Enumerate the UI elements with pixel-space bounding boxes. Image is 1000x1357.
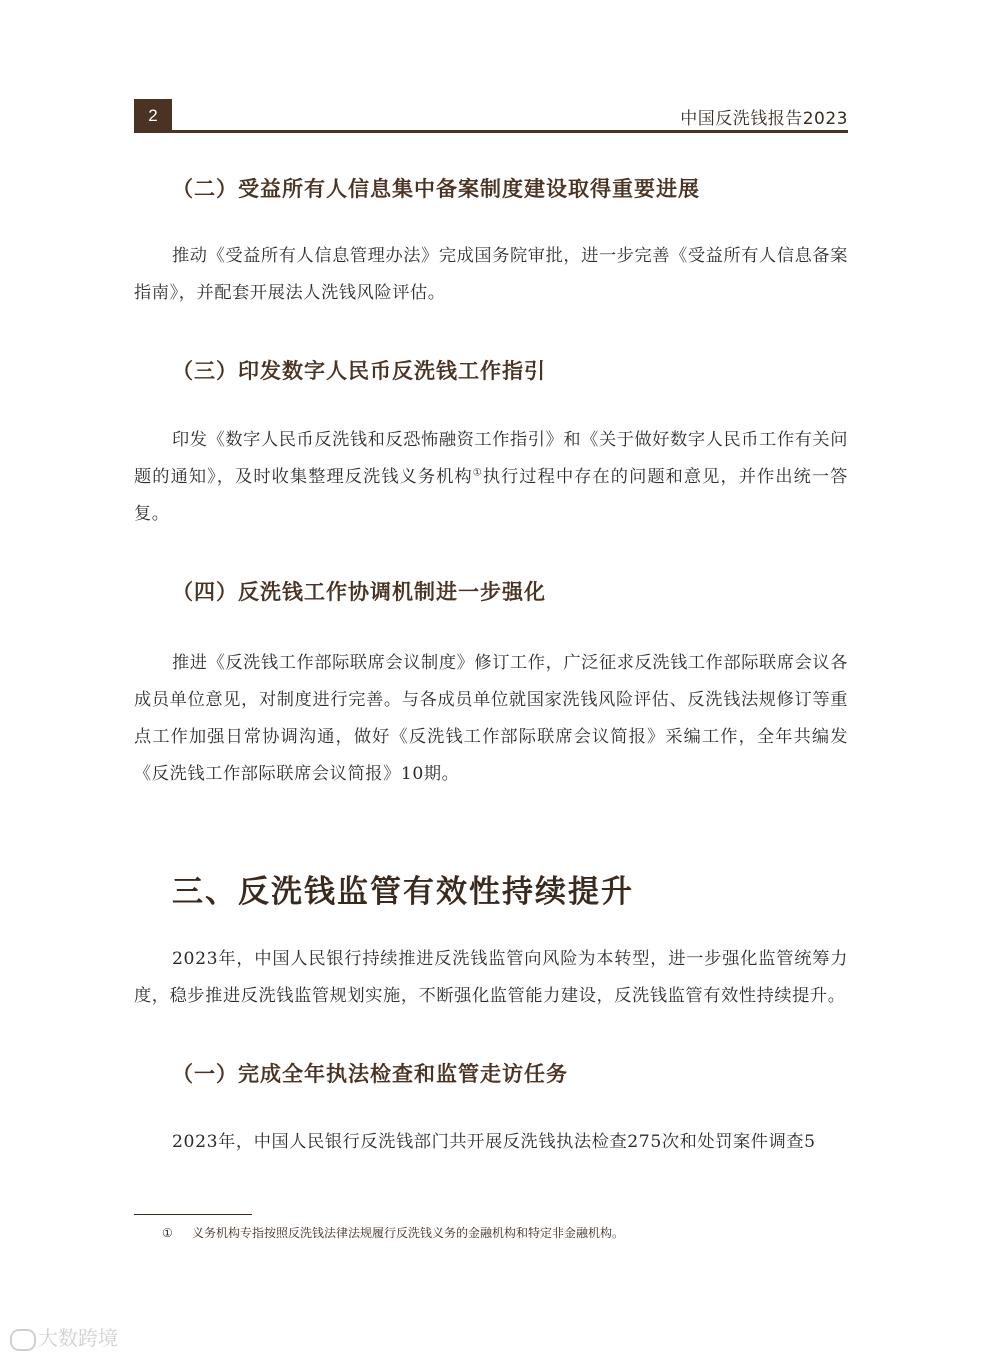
subsection-3-paragraph: 印发《数字人民币反洗钱和反恐怖融资工作指引》和《关于做好数字人民币工作有关问题的通知》，及时收集整理反洗钱义务机构①执行过程中存在的问题和意见，并作出统一答复。 — [134, 430, 848, 524]
subsection-2-heading: （二）受益所有人信息集中备案制度建设取得重要进展 — [172, 177, 700, 201]
running-title: 中国反洗钱报告2023 — [680, 109, 848, 129]
footnote-reference[interactable]: ① — [472, 467, 483, 479]
footnote-rule — [134, 1214, 252, 1215]
watermark-logo-icon — [10, 1329, 36, 1351]
subsection-4-paragraph: 推进《反洗钱工作部际联席会议制度》修订工作，广泛征求反洗钱工作部际联席会议各成员单位意见，对制度进行完善。与各成员单位就国家洗钱风险评估、反洗钱法规修订等重点工作加强日常协调沟通，做好《反洗钱工作部际联席会议简报》采编工作，全年共编发《反洗钱工作部际联席会议简报》10期。 — [134, 653, 848, 784]
section-3-title: 三、反洗钱监管有效性持续提升 — [172, 874, 634, 910]
subsection-3-1-heading: （一）完成全年执法检查和监管走访任务 — [172, 1062, 568, 1086]
watermark — [10, 1322, 118, 1351]
section-3-paragraph: 2023年，中国人民银行持续推进反洗钱监管向风险为本转型，进一步强化监管统筹力度，稳步推进反洗钱监管规划实施，不断强化监管能力建设，反洗钱监管有效性持续提升。 — [134, 949, 848, 1006]
footnote-text: 义务机构专指按照反洗钱法律法规履行反洗钱义务的金融机构和特定非金融机构。 — [192, 1226, 625, 1240]
header-rule — [134, 130, 848, 133]
footnote — [162, 1224, 624, 1241]
watermark-text: 大数跨境 — [38, 1326, 118, 1350]
page-number: 2 — [134, 99, 172, 133]
subsection-3-1-paragraph: 2023年，中国人民银行反洗钱部门共开展反洗钱执法检查275次和处罚案件调查5 — [172, 1132, 816, 1152]
subsection-2-paragraph: 推动《受益所有人信息管理办法》完成国务院审批，进一步完善《受益所有人信息备案指南》，并配套开展法人洗钱风险评估。 — [134, 246, 848, 303]
subsection-3-heading: （三）印发数字人民币反洗钱工作指引 — [172, 359, 546, 383]
subsection-4-heading: （四）反洗钱工作协调机制进一步强化 — [172, 580, 546, 604]
footnote-marker: ① — [162, 1226, 173, 1240]
